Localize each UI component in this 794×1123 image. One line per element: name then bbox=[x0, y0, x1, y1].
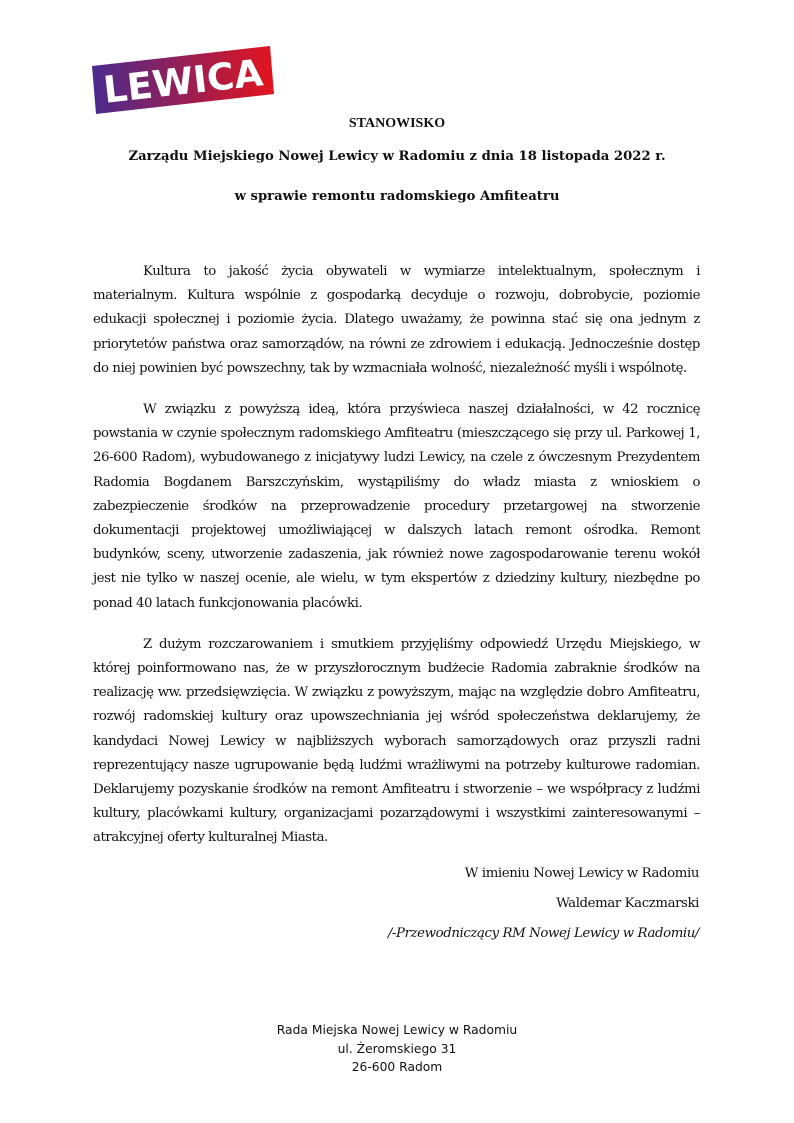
paragraph: Z dużym rozczarowaniem i smutkiem przyjęliśmy odpowiedź Urzędu Miejskiego, w której poinformowano nas, że w przyszłorocznym budżecie Radomia zabraknie środków na realizację ww. przedsięwzięcia. W związku z powyższym, mając na względzie dobro Amfiteatru, rozwój radomskiej kultury oraz upowszechniania jej wśród społeczeństwa deklarujemy, że kandydaci Nowej Lewicy w najbliższych wyborach samorządowych oraz przyszli radni reprezentujący nasze ugrupowanie będą ludźmi wrażliwymi na potrzeby kulturowe radomian. Deklarujemy pozyskanie środków na remont Amfiteatru i stworzenie – we współpracy z ludźmi kultury, placówkami kultury, organizacjami pozarządowymi i wszystkimi zainteresowanymi – atrakcyjnej oferty kulturalnej Miasta. bbox=[93, 636, 700, 846]
signature-role: /-Przewodniczący RM Nowej Lewicy w Radomiu/ bbox=[387, 926, 699, 941]
document-title: STANOWISKO bbox=[348, 116, 446, 131]
lewica-logo bbox=[92, 46, 274, 114]
footer-street: ul. Żeromskiego 31 bbox=[337, 1041, 457, 1056]
footer-city: 26-600 Radom bbox=[351, 1060, 443, 1074]
footer-address bbox=[0, 1021, 794, 1077]
signature-name: Waldemar Kaczmarski bbox=[556, 896, 699, 911]
paragraph: W związku z powyższą ideą, która przyświeca naszej działalności, w 42 rocznicę powstania w czynie społecznym radomskiego Amfiteatru (mieszczącego się przy ul. Parkowej 1, 26-600 Radom), wybudowanego z inicjatywy ludzi Lewicy, na czele z ówczesnym Prezydentem Radomia Bogdanem Barszczyńskim, wystąpiliśmy do władz miasta z wnioskiem o zabezpieczenie środków na przeprowadzenie procedury przetargowej na stworzenie dokumentacji projektowej umożliwiającej w dalszych latach remont ośrodka. Remont budynków, sceny, utworzenie zadaszenia, jak również nowe zagospodarowanie terenu wokół jest nie tylko w naszej ocenie, ale wielu, w tym ekspertów z dziedziny kultury, niezbędne po ponad 40 latach funkcjonowania placówki. bbox=[93, 402, 700, 611]
paragraph: Kultura to jakość życia obywateli w wymiarze intelektualnym, społecznym i materialnym. Kultura wspólnie z gospodarką decyduje o rozwoju, dobrobycie, poziomie edukacji społecznej i poziomie życia. Dlatego uważamy, że powinna stać się ona jednym z priorytetów państwa oraz samorządów, na równi ze zdrowiem i edukacją. Jednocześnie dostęp do niej powinien być powszechny, tak by wzmacniała wolność, niezależność myśli i wspólnotę. bbox=[93, 264, 700, 376]
document-subtitle: Zarządu Miejskiego Nowej Lewicy w Radomiu z dnia 18 listopada 2022 r. bbox=[128, 149, 666, 164]
svg-text:LEWICA: LEWICA bbox=[101, 51, 265, 112]
document-body bbox=[93, 260, 700, 868]
document-subject: w sprawie remontu radomskiego Amfiteatru bbox=[234, 189, 560, 204]
signature-line: W imieniu Nowej Lewicy w Radomiu bbox=[464, 866, 699, 881]
footer-org: Rada Miejska Nowej Lewicy w Radomiu bbox=[276, 1023, 518, 1037]
